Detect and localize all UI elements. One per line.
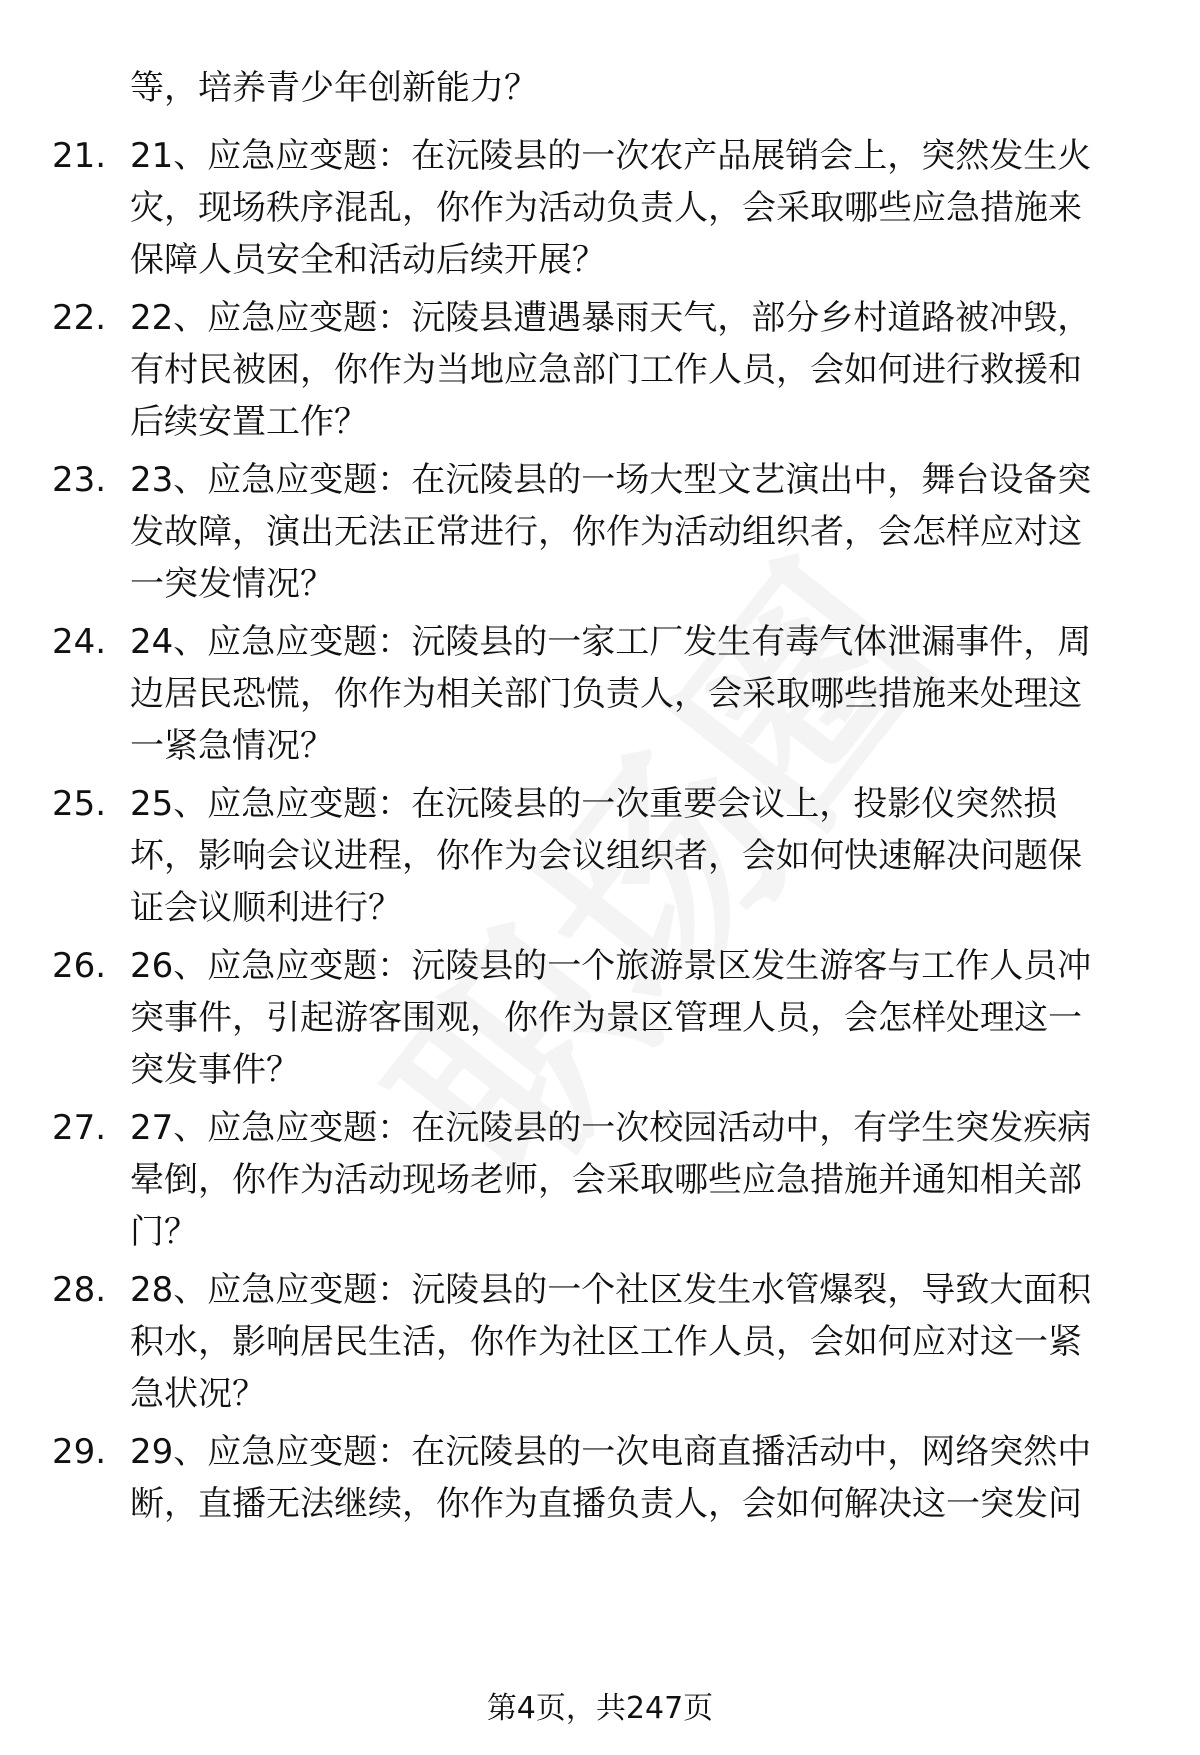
item-text <box>130 1426 1170 1530</box>
item-number: 22. <box>52 298 107 338</box>
text-line: 门？ <box>130 1212 198 1252</box>
item-number: 24. <box>52 622 107 662</box>
text-line: 29、应急应变题：在沅陵县的一次电商直播活动中，网络突然中 <box>130 1432 1092 1472</box>
item-number: 29. <box>52 1432 107 1472</box>
text-line: 21、应急应变题：在沅陵县的一次农产品展销会上，突然发生火 <box>130 136 1092 176</box>
text-line: 一突发情况？ <box>130 564 334 604</box>
text-line: 突事件，引起游客围观，你作为景区管理人员，会怎样处理这一 <box>130 998 1082 1038</box>
text-line: 发故障，演出无法正常进行，你作为活动组织者，会怎样应对这 <box>130 512 1082 552</box>
item-text <box>130 940 1170 1096</box>
item-text <box>130 1102 1170 1258</box>
text-line: 晕倒，你作为活动现场老师，会采取哪些应急措施并通知相关部 <box>130 1160 1082 1200</box>
item-text <box>130 1264 1170 1420</box>
continuation-text: 等，培养青少年创新能力？ <box>130 68 538 108</box>
text-line: 26、应急应变题：沅陵县的一个旅游景区发生游客与工作人员冲 <box>130 946 1092 986</box>
text-line: 23、应急应变题：在沅陵县的一场大型文艺演出中，舞台设备突 <box>130 460 1092 500</box>
item-number: 28. <box>52 1270 107 1310</box>
text-line: 积水，影响居民生活，你作为社区工作人员，会如何应对这一紧 <box>130 1322 1082 1362</box>
text-line: 25、应急应变题：在沅陵县的一次重要会议上，投影仪突然损 <box>130 784 1058 824</box>
item-text <box>130 130 1170 286</box>
text-line: 坏，影响会议进程，你作为会议组织者，会如何快速解决问题保 <box>130 836 1082 876</box>
text-line: 证会议顺利进行？ <box>130 888 402 928</box>
text-line: 一紧急情况？ <box>130 726 334 766</box>
item-number: 27. <box>52 1108 107 1148</box>
item-number: 21. <box>52 136 107 176</box>
text-line: 保障人员安全和活动后续开展？ <box>130 240 606 280</box>
item-number: 26. <box>52 946 107 986</box>
text-line: 急状况？ <box>130 1374 266 1414</box>
page-footer: 第4页，共247页 <box>486 1691 714 1726</box>
item-text <box>130 778 1170 934</box>
text-line: 突发事件？ <box>130 1050 300 1090</box>
text-line: 后续安置工作？ <box>130 402 368 442</box>
text-line: 边居民恐慌，你作为相关部门负责人，会采取哪些措施来处理这 <box>130 674 1082 714</box>
item-text <box>130 454 1170 610</box>
text-line: 断，直播无法继续，你作为直播负责人，会如何解决这一突发问 <box>130 1484 1082 1524</box>
text-line: 28、应急应变题：沅陵县的一个社区发生水管爆裂，导致大面积 <box>130 1270 1092 1310</box>
text-line: 有村民被困，你作为当地应急部门工作人员，会如何进行救援和 <box>130 350 1082 390</box>
text-line: 灾，现场秩序混乱，你作为活动负责人，会采取哪些应急措施来 <box>130 188 1082 228</box>
item-number: 25. <box>52 784 107 824</box>
item-text <box>130 292 1170 448</box>
item-text <box>130 616 1170 772</box>
item-number: 23. <box>52 460 107 500</box>
text-line: 24、应急应变题：沅陵县的一家工厂发生有毒气体泄漏事件，周 <box>130 622 1092 662</box>
text-line: 27、应急应变题：在沅陵县的一次校园活动中，有学生突发疾病 <box>130 1108 1092 1148</box>
text-line: 22、应急应变题：沅陵县遭遇暴雨天气，部分乡村道路被冲毁， <box>130 298 1092 338</box>
